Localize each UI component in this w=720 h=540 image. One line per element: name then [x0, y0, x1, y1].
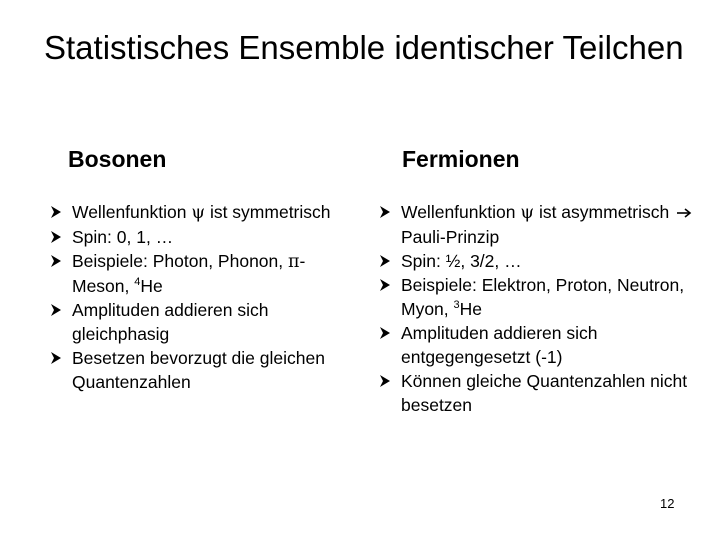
list-item: Spin: ½, 3/2, … — [377, 249, 697, 273]
fermionen-list — [377, 200, 697, 417]
list-item: Wellenfunktion ψ ist symmetrisch — [48, 200, 348, 225]
arrow-bullet-icon — [377, 249, 393, 273]
arrow-bullet-icon — [377, 369, 393, 393]
slide-title: Statistisches Ensemble identischer Teilchen — [44, 29, 684, 66]
bosonen-list — [48, 200, 348, 394]
arrow-bullet-icon — [48, 298, 64, 322]
arrow-bullet-icon — [48, 200, 64, 224]
list-item: Können gleiche Quantenzahlen nicht besetzen — [377, 369, 697, 417]
list-item: Besetzen bevorzugt die gleichen Quantenzahlen — [48, 346, 348, 394]
page-number: 12 — [660, 496, 675, 511]
arrow-bullet-icon — [377, 200, 393, 224]
arrow-bullet-icon — [48, 249, 64, 273]
fermionen-heading: Fermionen — [402, 146, 520, 172]
arrow-bullet-icon — [377, 321, 393, 345]
arrow-bullet-icon — [48, 346, 64, 370]
list-item: Amplituden addieren sich gleichphasig — [48, 298, 348, 346]
list-item: Beispiele: Elektron, Proton, Neutron, Myon, $^3$He — [377, 273, 697, 321]
list-item: Spin: 0, 1, … — [48, 225, 348, 249]
list-item: Amplituden addieren sich entgegengesetzt (-1) — [377, 321, 697, 369]
arrow-bullet-icon — [377, 273, 393, 297]
bosonen-heading: Bosonen — [68, 146, 167, 172]
right-arrow-icon — [676, 201, 692, 225]
list-item: Wellenfunktion ψ ist asymmetrisch Pauli-Prinzip — [377, 200, 697, 249]
arrow-bullet-icon — [48, 225, 64, 249]
list-item: Beispiele: Photon, Phonon, π-Meson, $^4$He — [48, 249, 348, 298]
